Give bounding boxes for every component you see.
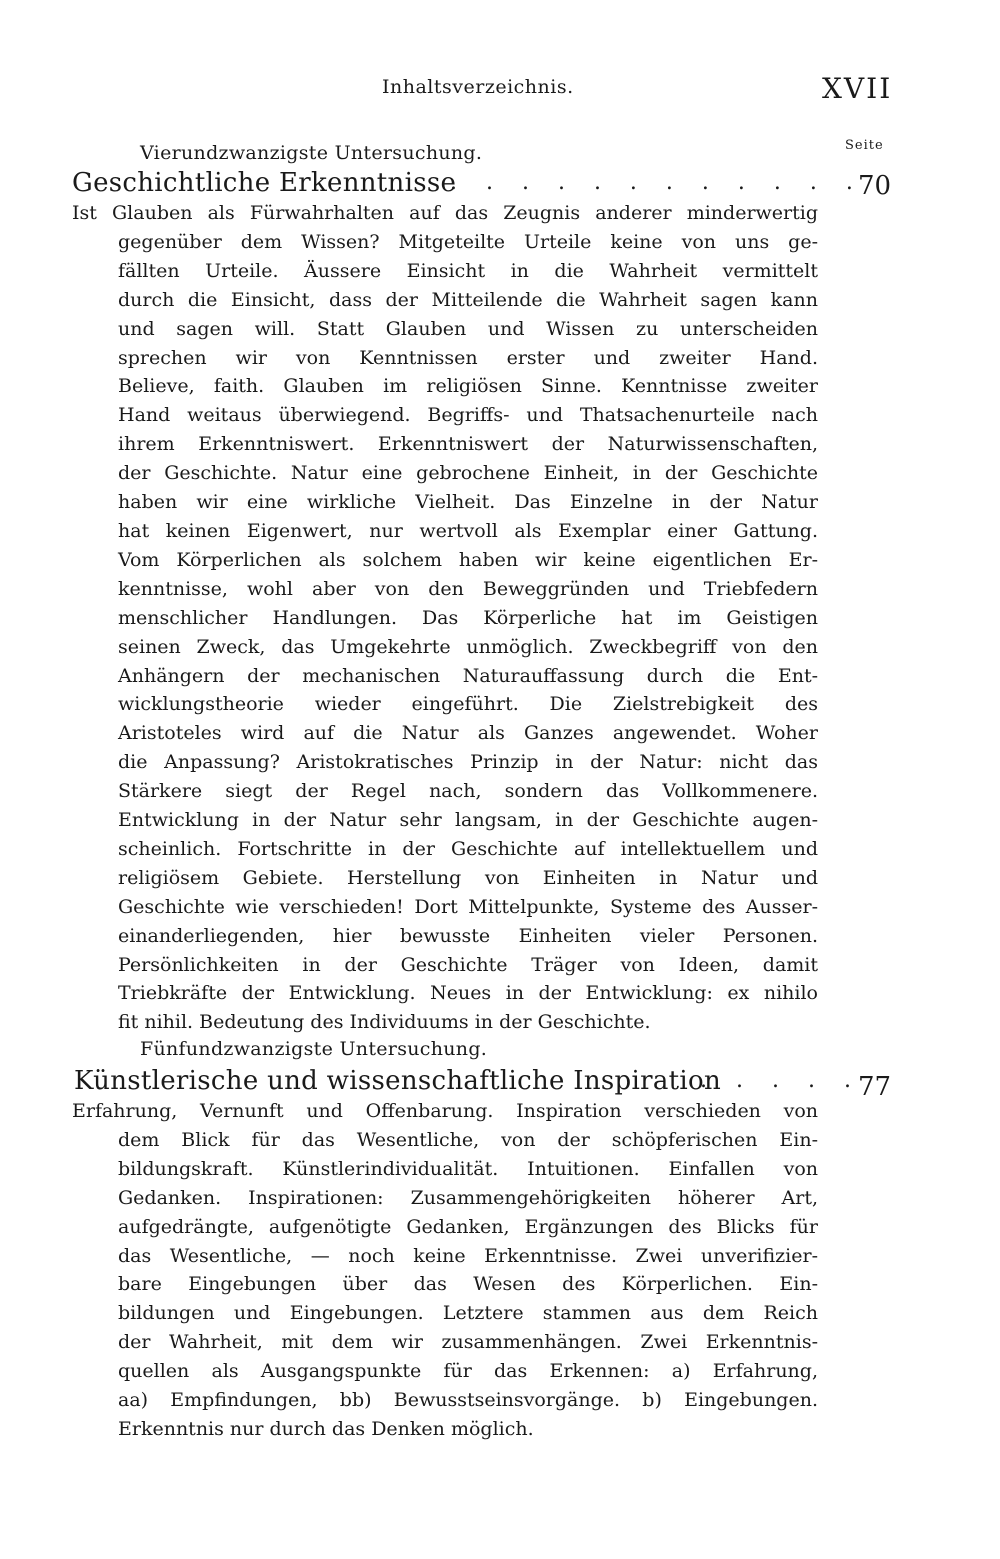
- abstract-line: hat keinen Eigenwert, nur wertvoll als Exemplar einer Gattung.: [118, 519, 818, 542]
- abstract-line: die Anpassung? Aristokratisches Prinzip in der Natur: nicht das: [118, 751, 818, 774]
- abstract-line: fällten Urteile. Äussere Einsicht in die Wahrheit vermittelt: [118, 259, 818, 282]
- abstract-line: Vom Körperlichen als solchem haben wir keine eigentlichen Er-: [118, 548, 818, 571]
- abstract-line: Gedanken. Inspirationen: Zusammengehörigkeiten höherer Art,: [118, 1186, 818, 1209]
- abstract-line: quellen als Ausgangspunkte für das Erkennen: a) Erfahrung,: [118, 1360, 818, 1383]
- section-label: Fünfundzwanzigste Untersuchung.: [140, 1038, 488, 1060]
- abstract-line: Believe, faith. Glauben im religiösen Sinne. Kenntnisse zweiter: [118, 375, 818, 398]
- abstract-line: Entwicklung in der Natur sehr langsam, in der Geschichte augen-: [118, 809, 818, 832]
- abstract-line: sprechen wir von Kenntnissen erster und zweiter Hand.: [118, 346, 818, 369]
- page-column-label: Seite: [845, 138, 884, 153]
- abstract-line: Hand weitaus überwiegend. Begriffs- und Thatsachenurteile nach: [118, 404, 818, 427]
- abstract-line: Anhängern der mechanischen Naturauffassung durch die Ent-: [118, 664, 818, 687]
- abstract-line: dem Blick für das Wesentliche, von der schöpferischen Ein-: [118, 1128, 818, 1151]
- abstract-line: Stärkere siegt der Regel nach, sondern das Vollkommenere.: [118, 780, 818, 803]
- abstract-line: bildungskraft. Künstlerindividualität. Intuitionen. Einfallen von: [118, 1157, 818, 1180]
- leader-dots: . . . . .: [700, 1068, 862, 1093]
- entry-title: Künstlerische und wissenschaftliche Inspiration: [74, 1066, 721, 1096]
- abstract-line: fit nihil. Bedeutung des Individuums in der Geschichte.: [118, 1011, 651, 1034]
- abstract-line: Erfahrung, Vernunft und Offenbarung. Inspiration verschieden von: [72, 1100, 818, 1122]
- abstract-line: Geschichte wie verschieden! Dort Mittelpunkte, Systeme des Ausser-: [118, 895, 818, 918]
- entry-abstract: [72, 1097, 818, 1444]
- abstract-line: der Wahrheit, mit dem wir zusammenhängen. Zwei Erkenntnis-: [118, 1331, 818, 1354]
- abstract-line: wicklungstheorie wieder eingeführt. Die Zielstrebigkeit des: [118, 693, 818, 716]
- abstract-line: religiösem Gebiete. Herstellung von Einheiten in Natur und: [118, 866, 818, 889]
- abstract-line: gegenüber dem Wissen? Mitgeteilte Urteile keine von uns ge-: [118, 230, 818, 253]
- abstract-line: bildungen und Eingebungen. Letztere stammen aus dem Reich: [118, 1302, 818, 1325]
- section-label: Vierundzwanzigste Untersuchung.: [140, 142, 483, 164]
- abstract-line: menschlicher Handlungen. Das Körperliche hat im Geistigen: [118, 606, 818, 629]
- abstract-line: Erkenntnis nur durch das Denken möglich.: [118, 1417, 534, 1440]
- leader-dots: . . . . . . . . . . . .: [450, 170, 864, 195]
- abstract-line: der Geschichte. Natur eine gebrochene Einheit, in der Geschichte: [118, 462, 818, 485]
- abstract-line: durch die Einsicht, dass der Mitteilende die Wahrheit sagen kann: [118, 288, 818, 311]
- abstract-line: das Wesentliche, — noch keine Erkenntnisse. Zwei unverifizier-: [118, 1244, 818, 1267]
- abstract-line: und sagen will. Statt Glauben und Wissen zu unterscheiden: [118, 317, 818, 340]
- abstract-line: Persönlichkeiten in der Geschichte Träger von Ideen, damit: [118, 953, 818, 976]
- entry-page-number: 70: [858, 171, 892, 201]
- abstract-line: Aristoteles wird auf die Natur als Ganzes angewendet. Woher: [118, 722, 818, 745]
- entry-abstract: [72, 199, 818, 1037]
- running-title: Inhaltsverzeichnis.: [382, 76, 574, 98]
- abstract-line: bare Eingebungen über das Wesen des Körperlichen. Ein-: [118, 1273, 818, 1296]
- entry-title: Geschichtliche Erkenntnisse: [72, 168, 457, 198]
- abstract-line: haben wir eine wirkliche Vielheit. Das Einzelne in der Natur: [118, 491, 818, 514]
- abstract-line: seinen Zweck, das Umgekehrte unmöglich. Zweckbegriff von den: [118, 635, 818, 658]
- abstract-line: scheinlich. Fortschritte in der Geschichte auf intellektuellem und: [118, 837, 818, 860]
- abstract-line: Triebkräfte der Entwicklung. Neues in der Entwicklung: ex nihilo: [118, 982, 818, 1005]
- abstract-line: einanderliegenden, hier bewusste Einheiten vieler Personen.: [118, 924, 818, 947]
- running-head: [0, 72, 1000, 112]
- abstract-line: ihrem Erkenntniswert. Erkenntniswert der Naturwissenschaften,: [118, 433, 818, 456]
- abstract-line: kenntnisse, wohl aber von den Beweggründen und Triebfedern: [118, 577, 818, 600]
- entry-page-number: 77: [858, 1072, 892, 1102]
- abstract-line: Ist Glauben als Fürwahrhalten auf das Zeugnis anderer minderwertig: [72, 202, 818, 224]
- page-number: XVII: [822, 72, 893, 105]
- abstract-line: aufgedrängte, aufgenötigte Gedanken, Ergänzungen des Blicks für: [118, 1215, 818, 1238]
- abstract-line: aa) Empfindungen, bb) Bewusstseinsvorgänge. b) Eingebungen.: [118, 1389, 818, 1412]
